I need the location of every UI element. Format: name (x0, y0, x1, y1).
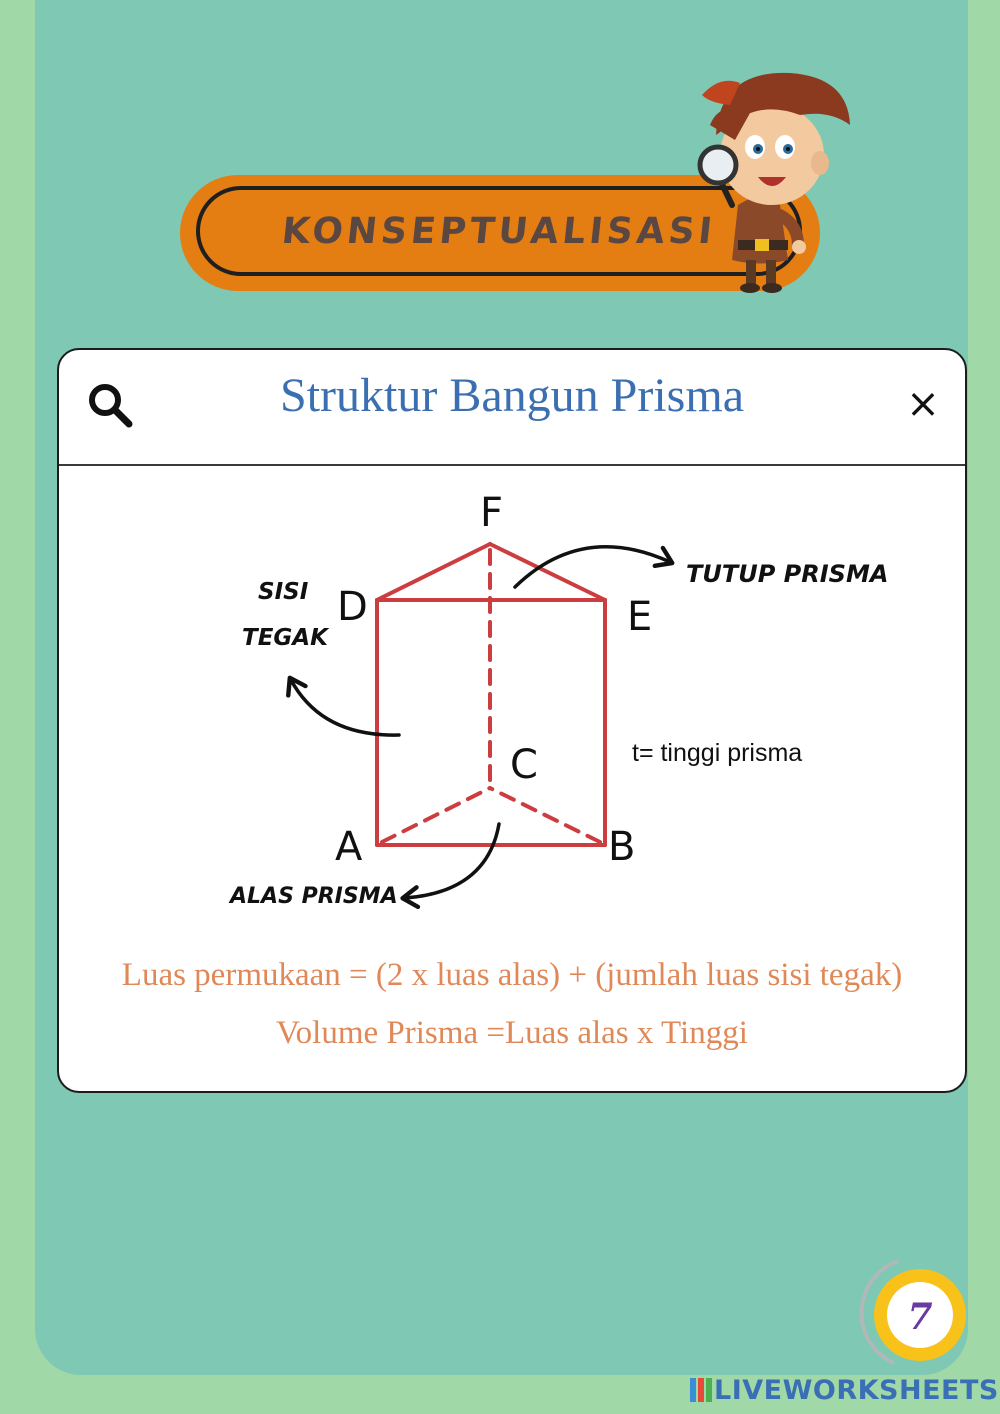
tutup-prisma-label: TUTUP PRISMA (686, 560, 889, 588)
vertex-label-c: C (510, 742, 538, 788)
vertex-label-f: F (480, 490, 504, 536)
liveworksheets-brand-text: LIVEWORKSHEETS (714, 1374, 999, 1406)
detective-mascot-illustration (680, 55, 860, 295)
card-title: Struktur Bangun Prisma (280, 369, 744, 422)
liveworksheets-logo[interactable] (690, 1372, 999, 1408)
vertex-label-e: E (627, 594, 653, 640)
sisi-tegak-label-line2: TEGAK (242, 625, 328, 651)
liveworksheets-logo-icon (690, 1378, 714, 1402)
edge-ef (490, 544, 605, 600)
section-banner-title: KONSEPTUALISASI (279, 210, 719, 252)
vertex-label-a: A (335, 824, 363, 870)
tinggi-label: t= tinggi prisma (632, 739, 803, 767)
page-number: 7 (907, 1296, 933, 1338)
sisi-tegak-arrow (291, 680, 399, 735)
edge-ac-hidden (382, 788, 490, 842)
alas-arrow (405, 824, 499, 898)
edge-bc-hidden (490, 788, 600, 842)
sisi-tegak-label-line1: SISI (258, 579, 309, 605)
vertex-label-b: B (608, 824, 636, 870)
page-number-badge (858, 1253, 968, 1368)
surface-area-formula: Luas permukaan = (2 x luas alas) + (jumlah luas sisi tegak) (121, 957, 903, 993)
close-icon[interactable]: × (906, 381, 940, 427)
vertex-label-d: D (337, 584, 368, 630)
info-card (57, 348, 967, 1093)
edge-df (377, 544, 490, 600)
tutup-arrow (515, 547, 670, 587)
volume-formula: Volume Prisma =Luas alas x Tinggi (276, 1015, 748, 1051)
alas-prisma-label: ALAS PRISMA (230, 884, 398, 909)
